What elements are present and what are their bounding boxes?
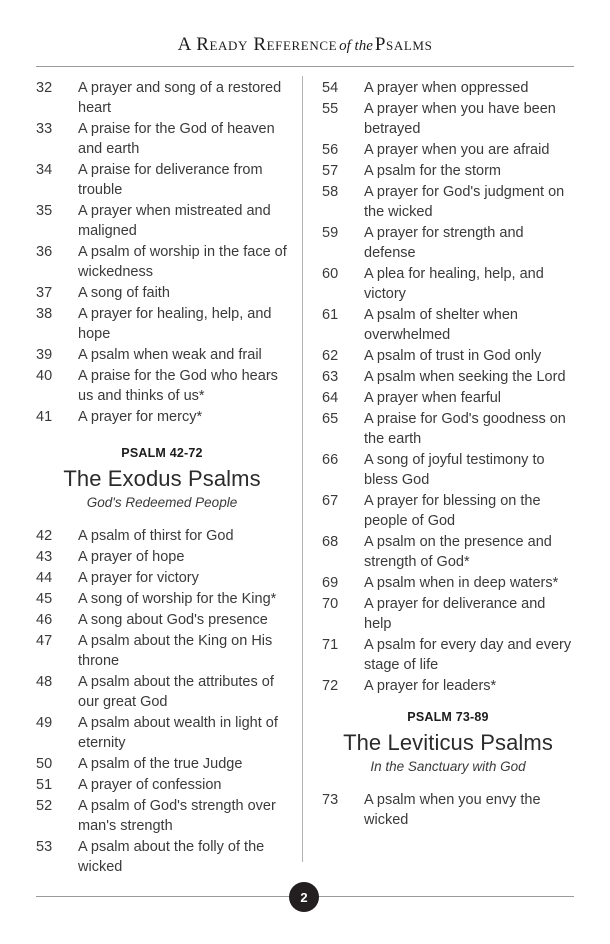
psalm-entry-description: A prayer for deliverance and help: [364, 596, 546, 632]
psalm-entry-number: 69: [322, 575, 339, 591]
psalm-entry-description: A prayer of hope: [78, 549, 185, 565]
psalm-entry-number: 68: [322, 534, 339, 550]
psalm-entry-number: 54: [322, 80, 339, 96]
psalm-entry-number: 32: [36, 80, 53, 96]
psalm-entry-description: A prayer for strength and defense: [364, 225, 524, 261]
psalm-entry-number: 42: [36, 528, 53, 544]
psalm-entry-number: 65: [322, 411, 339, 427]
psalm-entry-row: [36, 526, 288, 546]
psalm-entry-row: [36, 242, 288, 282]
psalm-entry-number: 66: [322, 452, 339, 468]
psalm-entry-row: [322, 346, 574, 366]
psalm-entry-description: A psalm when you envy the wicked: [364, 792, 541, 828]
psalm-entry-row: [322, 635, 574, 675]
psalm-entry-description: A psalm about wealth in light of eternity: [78, 715, 278, 751]
psalm-entry-description: A praise for the God who hears us and thinks of us*: [78, 368, 278, 404]
psalm-entry-number: 55: [322, 101, 339, 117]
left-column: [36, 78, 288, 878]
psalm-entry-description: A psalm of thirst for God: [78, 528, 234, 544]
psalm-entry-row: [36, 407, 288, 427]
psalm-entry-number: 34: [36, 162, 53, 178]
running-head-title-part2: Psalms: [374, 34, 433, 55]
psalm-entry-row: [36, 837, 288, 877]
psalm-entry-description: A psalm when seeking the Lord: [364, 369, 566, 385]
psalm-entry-description: A psalm when in deep waters*: [364, 575, 559, 591]
psalm-entry-number: 73: [322, 792, 339, 808]
psalm-entry-description: A praise for God's goodness on the earth: [364, 411, 566, 447]
psalm-entry-number: 57: [322, 163, 339, 179]
psalm-entry-description: A plea for healing, help, and victory: [364, 266, 544, 302]
psalm-entry-row: [36, 201, 288, 241]
psalm-entry-description: A praise for deliverance from trouble: [78, 162, 263, 198]
psalm-entry-row: [36, 672, 288, 712]
psalm-entry-number: 60: [322, 266, 339, 282]
psalm-entry-row: [36, 547, 288, 567]
psalm-entry-description: A prayer of confession: [78, 777, 222, 793]
psalm-entry-row: [322, 140, 574, 160]
psalm-entry-row: [322, 305, 574, 345]
psalm-entry-number: 71: [322, 637, 339, 653]
psalm-entry-row: [322, 676, 574, 696]
psalm-entry-description: A song about God's presence: [78, 612, 268, 628]
page-number-badge: 2: [289, 882, 319, 912]
psalm-entry-number: 47: [36, 633, 53, 649]
psalm-entry-row: [322, 99, 574, 139]
psalm-entry-number: 52: [36, 798, 53, 814]
section-subtitle: God's Redeemed People: [86, 495, 238, 510]
section-heading-leviticus: [322, 710, 574, 774]
section-subtitle: In the Sanctuary with God: [370, 759, 526, 774]
psalm-entry-description: A prayer for mercy*: [78, 409, 203, 425]
psalm-entry-number: 67: [322, 493, 339, 509]
psalm-entry-number: 50: [36, 756, 53, 772]
psalm-entry-description: A psalm when weak and frail: [78, 347, 262, 363]
psalm-entry-description: A psalm of shelter when overwhelmed: [364, 307, 518, 343]
psalm-entry-row: [36, 160, 288, 200]
psalm-entry-row: [36, 610, 288, 630]
psalm-entry-row: [36, 283, 288, 303]
psalm-entry-description: A prayer when mistreated and maligned: [78, 203, 271, 239]
psalm-entry-row: [322, 532, 574, 572]
psalm-entry-description: A prayer for blessing on the people of God: [364, 493, 541, 529]
psalm-entry-number: 35: [36, 203, 53, 219]
psalm-entry-description: A psalm on the presence and strength of God*: [364, 534, 552, 570]
psalm-entry-number: 58: [322, 184, 339, 200]
psalm-entry-row: [322, 388, 574, 408]
section-range-label: PSALM 42-72: [121, 446, 203, 460]
psalm-entry-row: [36, 304, 288, 344]
psalm-entry-row: [36, 713, 288, 753]
psalm-entry-row: [322, 594, 574, 634]
psalm-entry-description: A psalm about the attributes of our great God: [78, 674, 274, 710]
psalm-entry-description: A psalm for every day and every stage of life: [364, 637, 572, 673]
psalm-entry-row: [36, 345, 288, 365]
psalm-entry-number: 51: [36, 777, 53, 793]
psalm-entry-row: [36, 78, 288, 118]
psalm-entry-number: 43: [36, 549, 53, 565]
psalm-entry-number: 56: [322, 142, 339, 158]
psalm-entry-number: 41: [36, 409, 53, 425]
psalm-entry-description: A prayer when you have been betrayed: [364, 101, 556, 137]
psalm-entry-number: 61: [322, 307, 339, 323]
section-title: The Leviticus Psalms: [343, 730, 553, 755]
running-head-ofthe: of the: [339, 38, 373, 54]
psalm-entry-number: 45: [36, 591, 53, 607]
psalm-entry-number: 70: [322, 596, 339, 612]
psalm-entry-row: [36, 796, 288, 836]
psalm-entry-number: 36: [36, 244, 53, 260]
psalm-entry-description: A psalm about the folly of the wicked: [78, 839, 265, 875]
psalm-entry-description: A prayer for healing, help, and hope: [78, 306, 272, 342]
psalm-entry-row: [36, 366, 288, 406]
right-column: [322, 78, 574, 831]
psalm-entry-number: 38: [36, 306, 53, 322]
psalm-entry-row: [322, 182, 574, 222]
psalm-entry-row: [322, 409, 574, 449]
psalm-entry-description: A praise for the God of heaven and earth: [78, 121, 275, 157]
psalm-entry-row: [322, 573, 574, 593]
running-head: [0, 34, 610, 56]
psalm-entry-number: 46: [36, 612, 53, 628]
section-range-label: PSALM 73-89: [407, 710, 489, 724]
psalm-entry-number: 62: [322, 348, 339, 364]
psalm-entry-number: 72: [322, 678, 339, 694]
psalm-entry-description: A psalm of worship in the face of wickedness: [78, 244, 287, 280]
psalm-entry-description: A prayer for leaders*: [364, 678, 497, 694]
psalm-entry-number: 33: [36, 121, 53, 137]
psalm-entry-number: 63: [322, 369, 339, 385]
psalm-entry-number: 39: [36, 347, 53, 363]
psalm-entry-row: [322, 491, 574, 531]
psalm-entry-description: A psalm of God's strength over man's strength: [78, 798, 276, 834]
psalm-entry-row: [322, 161, 574, 181]
psalm-entry-row: [322, 367, 574, 387]
psalm-entry-description: A psalm about the King on His throne: [78, 633, 273, 669]
right-entry-list-top: [322, 78, 574, 696]
left-entry-list-bottom: [36, 526, 288, 877]
psalm-entry-row: [322, 223, 574, 263]
section-heading-exodus: [36, 446, 288, 510]
psalm-entry-description: A song of faith: [78, 285, 170, 301]
psalm-entry-number: 44: [36, 570, 53, 586]
psalm-entry-row: [322, 264, 574, 304]
running-head-title-part1: A Ready Reference: [177, 34, 338, 55]
psalm-entry-description: A song of joyful testimony to bless God: [364, 452, 545, 488]
psalm-entry-description: A prayer when fearful: [364, 390, 502, 406]
psalm-entry-description: A prayer when oppressed: [364, 80, 529, 96]
section-title: The Exodus Psalms: [63, 466, 261, 491]
psalm-entry-number: 48: [36, 674, 53, 690]
psalm-entry-number: 37: [36, 285, 53, 301]
psalm-entry-number: 59: [322, 225, 339, 241]
psalm-entry-description: A prayer for victory: [78, 570, 199, 586]
psalm-entry-description: A prayer when you are afraid: [364, 142, 550, 158]
psalm-entry-row: [322, 450, 574, 490]
psalm-entry-number: 49: [36, 715, 53, 731]
psalm-entry-number: 53: [36, 839, 53, 855]
psalm-entry-row: [36, 589, 288, 609]
psalm-entry-row: [36, 754, 288, 774]
psalm-entry-row: [36, 119, 288, 159]
psalm-entry-description: A song of worship for the King*: [78, 591, 277, 607]
psalm-entry-row: [36, 775, 288, 795]
header-divider-rule: [36, 66, 574, 67]
psalm-entry-row: [322, 78, 574, 98]
psalm-entry-description: A psalm of the true Judge: [78, 756, 243, 772]
psalm-entry-description: A psalm of trust in God only: [364, 348, 542, 364]
psalm-entry-description: A prayer for God's judgment on the wicked: [364, 184, 565, 220]
psalm-entry-number: 64: [322, 390, 339, 406]
psalm-entry-description: A prayer and song of a restored heart: [78, 80, 282, 116]
psalm-entry-row: [36, 631, 288, 671]
psalm-entry-row: [36, 568, 288, 588]
column-divider-rule: [302, 76, 303, 862]
right-entry-list-bottom: [322, 790, 574, 830]
psalm-entry-description: A psalm for the storm: [364, 163, 501, 179]
left-entry-list-top: [36, 78, 288, 427]
psalm-entry-row: [322, 790, 574, 830]
psalm-entry-number: 40: [36, 368, 53, 384]
